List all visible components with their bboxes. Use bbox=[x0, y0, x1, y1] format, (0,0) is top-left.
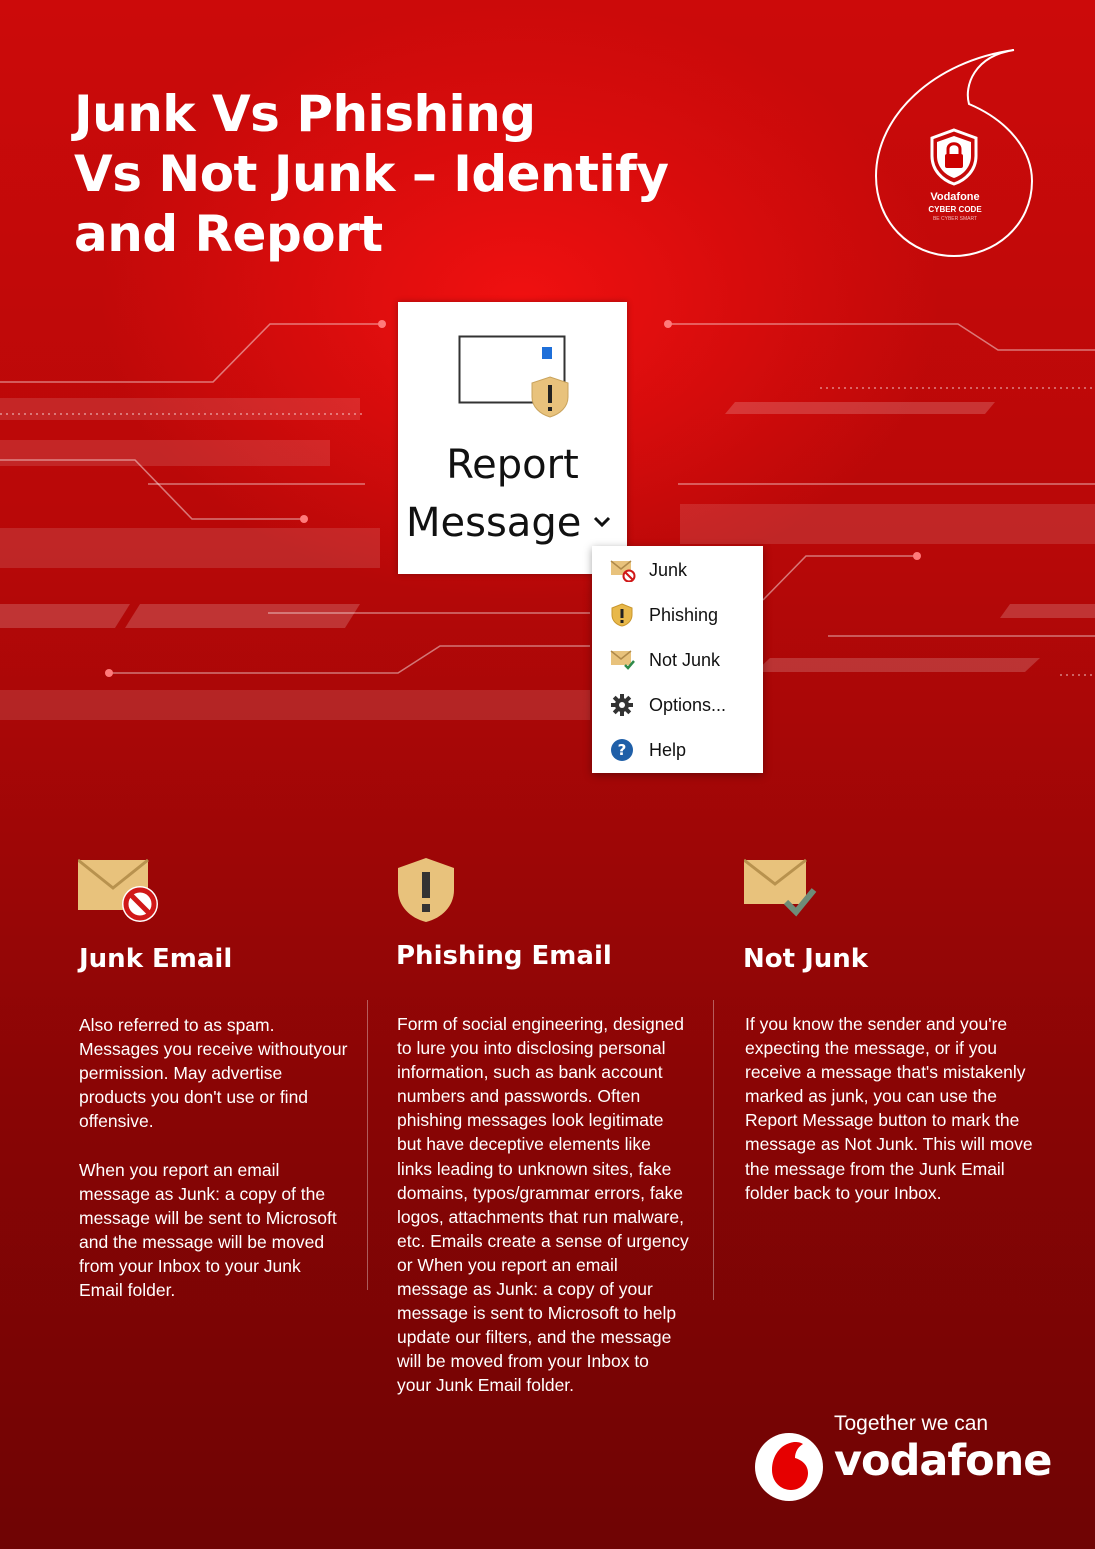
vodafone-speechmark-icon bbox=[754, 1432, 824, 1502]
help-icon bbox=[610, 738, 636, 762]
report-message-icon bbox=[458, 335, 574, 421]
title-line-1: Junk Vs Phishing bbox=[74, 85, 536, 143]
menu-item-junk[interactable] bbox=[592, 550, 763, 590]
junk-email-title: Junk Email bbox=[79, 944, 233, 974]
title-line-2: Vs Not Junk – Identify bbox=[74, 145, 669, 203]
menu-item-phishing[interactable] bbox=[592, 595, 763, 635]
badge-line-2: CYBER CODE bbox=[928, 205, 982, 214]
title-line-3: and Report bbox=[74, 205, 383, 263]
shield-lock-icon bbox=[928, 128, 980, 186]
vodafone-wordmark: vodafone bbox=[834, 1436, 1052, 1486]
tagline: Together we can bbox=[834, 1412, 989, 1435]
menu-item-options[interactable] bbox=[592, 685, 763, 725]
phishing-shield-icon bbox=[396, 856, 456, 924]
phishing-email-body: Form of social engineering, designed to lure you into disclosing personal information, such as bank account numbers and passwords. Often phishing messages look legitimate but have deceptive elements like links leading to unknown sites, fake domains, typos/grammar errors, fake logos, attachments that run malware, etc. Emails create a sense of urgency or When you report an email message as Junk: a copy of your message is sent to Microsoft to help update our filters, and the message will be moved from your Inbox to your Junk Email folder. bbox=[397, 1014, 689, 1396]
not-junk-envelope-icon bbox=[610, 648, 636, 672]
column-divider bbox=[713, 1000, 714, 1300]
menu-item-label: Phishing bbox=[649, 605, 719, 625]
junk-email-body: Also referred to as spam. Messages you receive withoutyour permission. May advertise products you don't use or find offensive. When you report an email message as Junk: a copy of the message will be sent to Microsoft and the message will be moved from your Inbox to your Junk Email folder. bbox=[79, 1015, 348, 1301]
menu-item-not-junk[interactable] bbox=[592, 640, 763, 680]
report-message-button[interactable] bbox=[398, 302, 627, 574]
junk-envelope-icon bbox=[610, 558, 636, 582]
chevron-down-icon[interactable] bbox=[593, 516, 611, 528]
menu-item-help[interactable] bbox=[592, 730, 763, 770]
junk-envelope-icon bbox=[78, 858, 162, 924]
phishing-shield-icon bbox=[610, 603, 636, 627]
not-junk-body: If you know the sender and you're expecting the message, or if you receive a message that's mistakenly marked as junk, you can use the Report Message button to mark the message as Not Junk. This will move the message from the Junk Email folder back to your Inbox. bbox=[745, 1014, 1033, 1203]
report-message-menu bbox=[592, 546, 763, 773]
menu-item-label: Help bbox=[649, 740, 687, 760]
message-label: Message bbox=[406, 500, 582, 546]
badge-line-1: Vodafone bbox=[930, 191, 980, 203]
report-label: Report bbox=[446, 442, 579, 488]
column-divider bbox=[367, 1000, 368, 1290]
menu-item-label: Junk bbox=[649, 560, 688, 580]
menu-item-label: Not Junk bbox=[649, 650, 721, 670]
cyber-code-badge bbox=[874, 46, 1036, 258]
badge-line-3: BE CYBER SMART bbox=[932, 216, 978, 222]
page-title bbox=[74, 84, 674, 264]
svg-text:?: ? bbox=[617, 741, 627, 759]
not-junk-envelope-icon bbox=[744, 858, 818, 918]
not-junk-title: Not Junk bbox=[743, 944, 869, 974]
menu-item-label: Options... bbox=[649, 695, 727, 715]
gear-icon bbox=[610, 693, 636, 717]
phishing-email-title: Phishing Email bbox=[396, 941, 612, 971]
